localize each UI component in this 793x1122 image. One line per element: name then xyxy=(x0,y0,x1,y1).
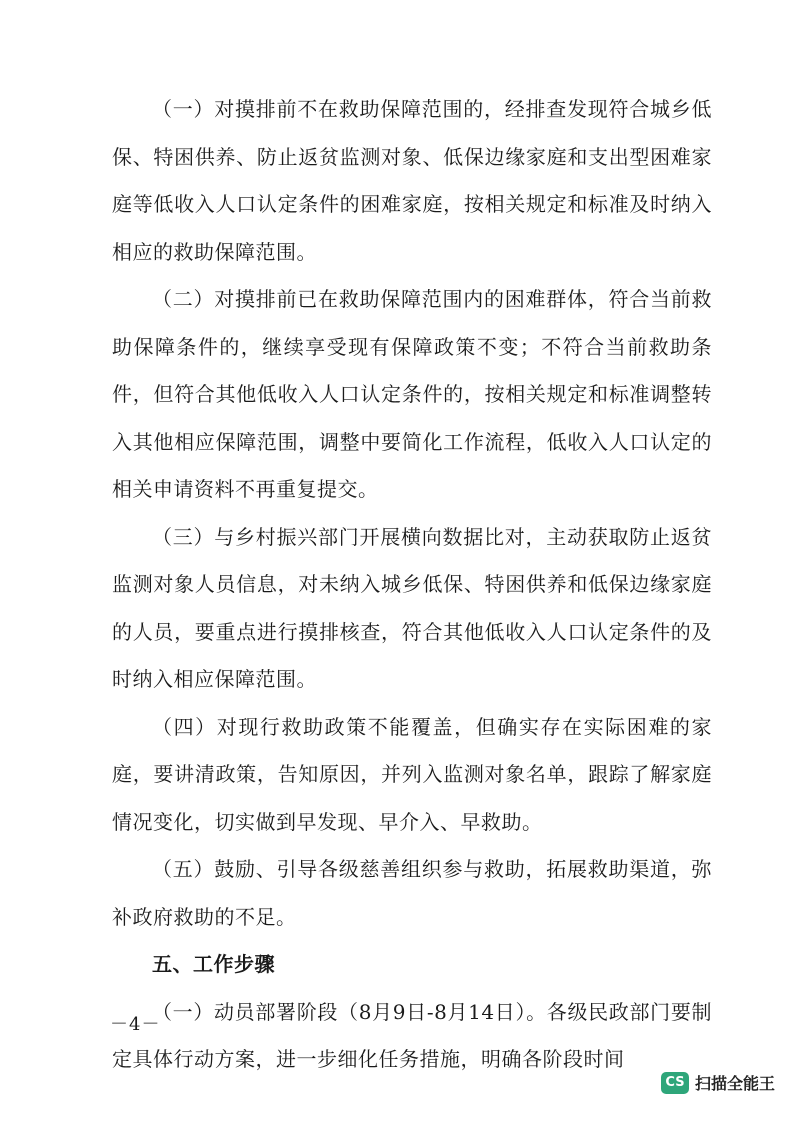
scanner-watermark xyxy=(661,1071,775,1094)
section-heading: 五、工作步骤 xyxy=(152,952,275,976)
paragraph-3: （三）与乡村振兴部门开展横向数据比对，主动获取防止返贫监测对象人员信息，对未纳入城乡低保、特困供养和低保边缘家庭的人员，要重点进行摸排核查，符合其他低收入人口认定条件的及时纳入相应保障范围。 xyxy=(112,524,712,691)
paragraph-4: （四）对现行救助政策不能覆盖，但确实存在实际困难的家庭，要讲清政策，告知原因，并列入监测对象名单，跟踪了解家庭情况变化，切实做到早发现、早介入、早救助。 xyxy=(112,714,712,834)
paragraph-2: （二）对摸排前已在救助保障范围内的困难群体，符合当前救助保障条件的，继续享受现有保障政策不变；不符合当前救助条件，但符合其他低收入人口认定条件的，按相关规定和标准调整转入其他相应保障范围，调整中要简化工作流程，低收入人口认定的相关申请资料不再重复提交。 xyxy=(112,287,712,501)
camscanner-logo-icon: CS xyxy=(661,1072,689,1094)
paragraph-6: （一）动员部署阶段（8月9日-8月14日）。各级民政部门要制定具体行动方案，进一步细化任务措施，明确各阶段时间 xyxy=(112,999,712,1071)
paragraph-5: （五）鼓励、引导各级慈善组织参与救助，拓展救助渠道，弥补政府救助的不足。 xyxy=(112,857,712,929)
page-number: －4－ xyxy=(110,1014,161,1035)
paragraph-1: （一）对摸排前不在救助保障范围的，经排查发现符合城乡低保、特困供养、防止返贫监测对象、低保边缘家庭和支出型困难家庭等低收入人口认定条件的困难家庭，按相关规定和标准及时纳入相应的救助保障范围。 xyxy=(112,97,712,264)
watermark-text: 扫描全能王 xyxy=(694,1074,775,1093)
document-body xyxy=(112,86,712,1084)
